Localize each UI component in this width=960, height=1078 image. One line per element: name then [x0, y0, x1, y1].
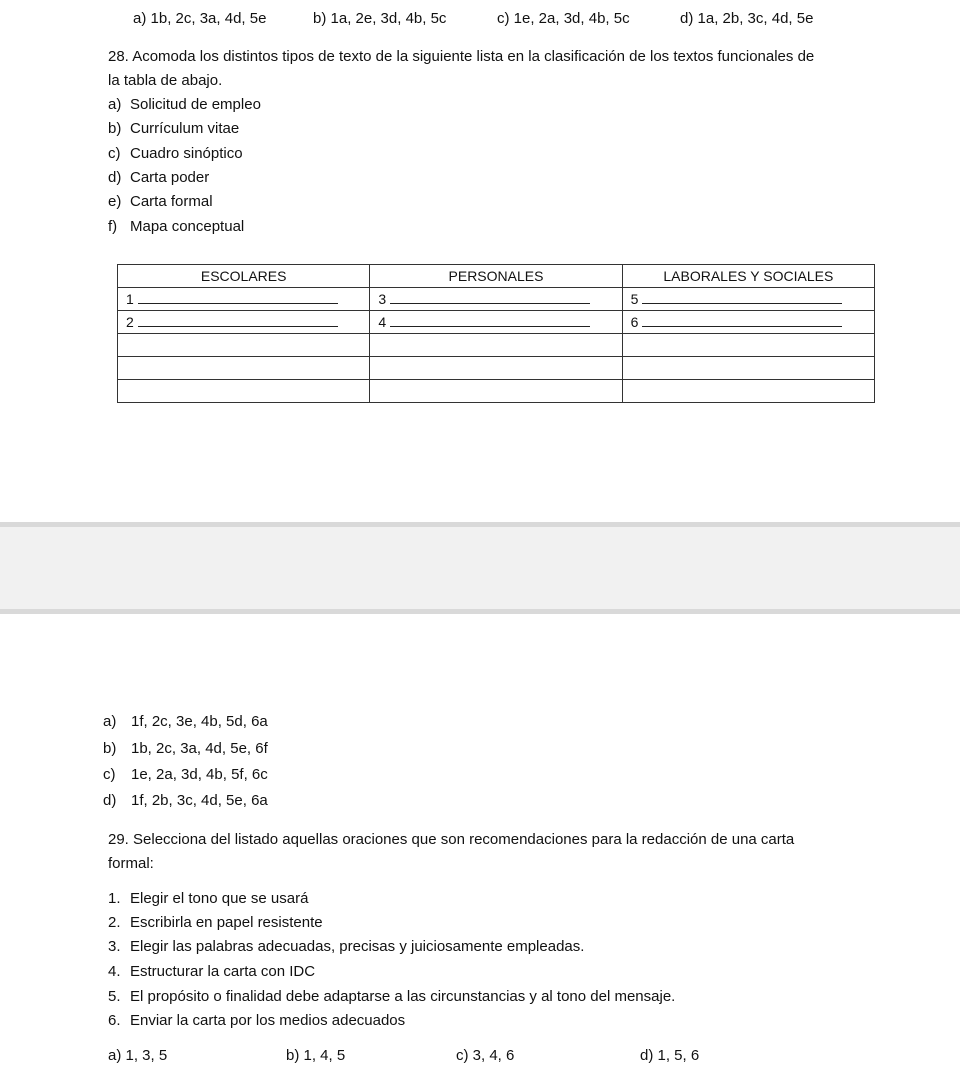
- table-row: [118, 334, 875, 357]
- q28-option-a[interactable]: [103, 713, 268, 730]
- item-label: 3.: [108, 938, 121, 955]
- item-text: Elegir las palabras adecuadas, precisas y juiciosamente empleadas.: [130, 938, 585, 955]
- option-text: 1e, 2a, 3d, 4b, 5f, 6c: [131, 766, 268, 783]
- item-label: 5.: [108, 988, 121, 1005]
- answer-blank[interactable]: [138, 291, 338, 304]
- prev-option-b: b) 1a, 2e, 3d, 4b, 5c: [313, 10, 447, 27]
- item-label: 1.: [108, 890, 121, 907]
- q29-item-1: [108, 890, 308, 907]
- item-text: Carta formal: [130, 193, 213, 210]
- cell-2[interactable]: [118, 311, 370, 334]
- page-separator: [0, 522, 960, 614]
- empty-cell[interactable]: [118, 357, 370, 380]
- q28-item-b: [108, 120, 239, 137]
- q28-item-a: [108, 96, 261, 113]
- q29-title-line1: 29. Selecciona del listado aquellas oraciones que son recomendaciones para la redacción de una carta: [108, 831, 795, 848]
- table-header-row: [118, 265, 875, 288]
- header-personales: PERSONALES: [370, 265, 622, 288]
- q28-title-line2: la tabla de abajo.: [108, 72, 223, 89]
- item-label: 2.: [108, 914, 121, 931]
- q29-item-5: [108, 988, 675, 1005]
- blank-number: 1: [126, 291, 134, 307]
- item-text: El propósito o finalidad debe adaptarse a las circunstancias y al tono del mensaje.: [130, 988, 676, 1005]
- item-label: e): [108, 193, 122, 210]
- cell-3[interactable]: [370, 288, 622, 311]
- blank-number: 4: [378, 314, 387, 330]
- empty-cell[interactable]: [622, 380, 874, 403]
- q29-option-d[interactable]: d) 1, 5, 6: [640, 1047, 700, 1064]
- q29-item-2: [108, 914, 323, 931]
- item-label: a): [108, 96, 122, 113]
- table-row: [118, 288, 875, 311]
- option-label: c): [103, 766, 116, 783]
- table-row: [118, 311, 875, 334]
- answer-blank[interactable]: [642, 314, 842, 327]
- q29-item-6: [108, 1012, 405, 1029]
- q28-item-c: [108, 145, 243, 162]
- item-text: Escribirla en papel resistente: [130, 914, 323, 931]
- empty-cell[interactable]: [118, 380, 370, 403]
- cell-1[interactable]: [118, 288, 370, 311]
- cell-4[interactable]: [370, 311, 622, 334]
- empty-cell[interactable]: [370, 357, 622, 380]
- blank-number: 3: [378, 291, 387, 307]
- q29-item-3: [108, 938, 584, 955]
- option-label: d): [103, 792, 117, 809]
- q29-title-line2: formal:: [108, 855, 154, 872]
- item-text: Elegir el tono que se usará: [130, 890, 309, 907]
- q29-option-c[interactable]: c) 3, 4, 6: [456, 1047, 515, 1064]
- prev-option-c: c) 1e, 2a, 3d, 4b, 5c: [497, 10, 630, 27]
- cell-6[interactable]: [622, 311, 874, 334]
- q28-title-line1: 28. Acomoda los distintos tipos de texto de la siguiente lista en la clasificación de los textos funcionales de: [108, 48, 815, 65]
- blank-number: 6: [630, 314, 639, 330]
- item-label: c): [108, 145, 121, 162]
- q29-item-4: [108, 963, 315, 980]
- empty-cell[interactable]: [370, 334, 622, 357]
- item-text: Cuadro sinóptico: [130, 145, 243, 162]
- option-text: 1f, 2b, 3c, 4d, 5e, 6a: [131, 792, 268, 809]
- option-label: b): [103, 740, 117, 757]
- item-label: 4.: [108, 963, 121, 980]
- item-text: Currículum vitae: [130, 120, 240, 137]
- blank-number: 5: [630, 291, 639, 307]
- table-row: [118, 357, 875, 380]
- item-label: f): [108, 218, 118, 235]
- q28-option-c[interactable]: [103, 766, 268, 783]
- prev-option-a: a) 1b, 2c, 3a, 4d, 5e: [133, 10, 267, 27]
- item-text: Carta poder: [130, 169, 210, 186]
- option-text: 1f, 2c, 3e, 4b, 5d, 6a: [131, 713, 268, 730]
- answer-blank[interactable]: [390, 314, 590, 327]
- cell-5[interactable]: [622, 288, 874, 311]
- table-row: [118, 380, 875, 403]
- answer-blank[interactable]: [390, 291, 590, 304]
- q29-option-a[interactable]: a) 1, 3, 5: [108, 1047, 168, 1064]
- answer-blank[interactable]: [138, 314, 338, 327]
- answer-blank[interactable]: [642, 291, 842, 304]
- q28-item-d: [108, 169, 209, 186]
- blank-number: 2: [126, 314, 134, 330]
- item-text: Solicitud de empleo: [130, 96, 261, 113]
- option-label: a): [103, 713, 117, 730]
- item-text: Estructurar la carta con IDC: [130, 963, 316, 980]
- item-label: d): [108, 169, 122, 186]
- q29-option-b[interactable]: b) 1, 4, 5: [286, 1047, 346, 1064]
- option-text: 1b, 2c, 3a, 4d, 5e, 6f: [131, 740, 268, 757]
- empty-cell[interactable]: [622, 334, 874, 357]
- item-label: b): [108, 120, 122, 137]
- header-laborales: LABORALES Y SOCIALES: [622, 265, 874, 288]
- empty-cell[interactable]: [622, 357, 874, 380]
- empty-cell[interactable]: [118, 334, 370, 357]
- prev-option-d: d) 1a, 2b, 3c, 4d, 5e: [680, 10, 814, 27]
- empty-cell[interactable]: [370, 380, 622, 403]
- q28-item-f: [108, 218, 244, 235]
- item-text: Enviar la carta por los medios adecuados: [130, 1012, 406, 1029]
- item-label: 6.: [108, 1012, 121, 1029]
- q28-option-d[interactable]: [103, 792, 268, 809]
- q28-item-e: [108, 193, 213, 210]
- header-escolares: ESCOLARES: [118, 265, 370, 288]
- classification-table: [117, 264, 875, 403]
- q28-option-b[interactable]: [103, 740, 268, 757]
- item-text: Mapa conceptual: [130, 218, 245, 235]
